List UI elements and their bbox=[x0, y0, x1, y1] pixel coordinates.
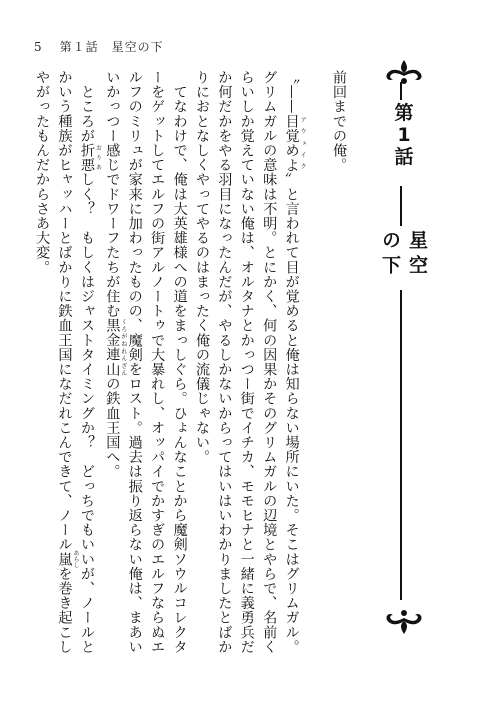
lead-line: 前回までの俺。 bbox=[331, 70, 347, 173]
chapter-rule bbox=[400, 186, 402, 226]
running-title: 第１話 星空の下 bbox=[59, 40, 164, 54]
paragraph-1: 〝——目覚めよ アウェイク〟と言われて目が覚めると俺は知らない場所にいた。そこはグリムガル。グリムガルの意味は不明。とにかく、何の因果かそのグリムガルの辺境とやらで、名前くらいしか覚えていない俺は、オルタナとかっつー街でイチカ、モモヒナと一緒に義勇兵だか何だかをやる羽目になったんだが、やるしかないからってはいはいわかりましたとばかりにおとなしくやってやるのはまったく俺の流儀じゃない。 bbox=[193, 70, 307, 654]
page-header bbox=[34, 38, 164, 55]
chapter-rule bbox=[400, 290, 402, 600]
ruby-oriashiku: 折悪 おりあ bbox=[78, 143, 102, 173]
ruby-awake: 目覚めよ アウェイク bbox=[283, 113, 307, 173]
ornament-top-icon bbox=[381, 58, 427, 88]
body-text bbox=[34, 70, 350, 665]
ruby-kuroganerenzan: 黒金連山 くろがねれんざん bbox=[104, 318, 127, 377]
chapter-number: 第 1 話 bbox=[394, 102, 414, 168]
chapter-heading bbox=[376, 58, 432, 658]
chapter-title: 星空の下 bbox=[379, 230, 428, 280]
ruby-arashi: 嵐 あらし bbox=[56, 550, 80, 569]
paragraph-2: てなわけで、俺は大英雄様への道をまっしぐら。ひょんなことから魔剣ソウルコレクターをゲットしてエルフの街アルノートゥで大暴れし、オッパイでかすぎのエルフならぬエルフのミリュが家来に加わったものの、魔剣をロスト。過去は振り返らない俺は、まあいいかっつー感じでドワーフたちが住む黒金連山 くろがねれんざんの鉄血王国へ。 bbox=[104, 70, 188, 655]
page-number: 5 bbox=[34, 40, 42, 54]
chapter-rule bbox=[400, 82, 402, 100]
paragraph-3: ところが折悪 おりあしく？ もしくはジャストタイミングか？ どっちでもいいが、ノールとかいう種族がヒャッハーとばかりに鉄血王国になだれこんできて、ノール嵐 あらしを巻き起こしやがったもんだからさあ大変。 bbox=[34, 70, 102, 655]
ornament-bottom-icon bbox=[381, 606, 427, 636]
